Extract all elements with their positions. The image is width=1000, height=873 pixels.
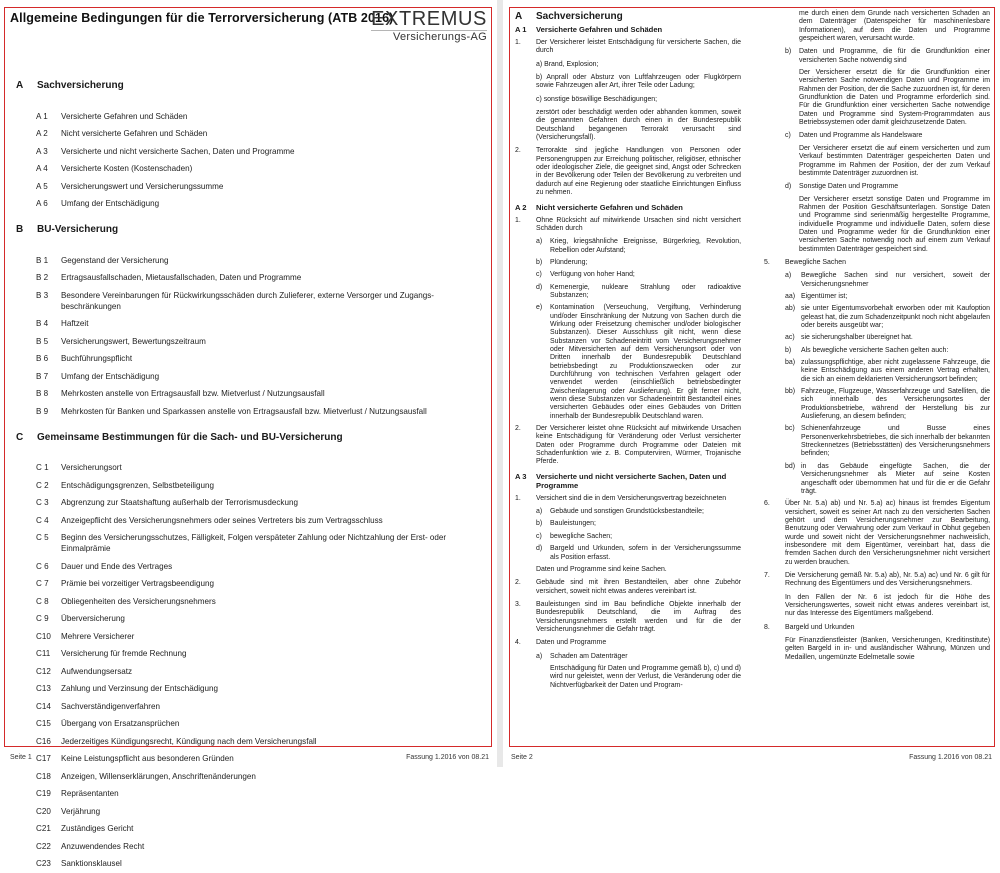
toc-item-text: Buchführungspflicht bbox=[61, 354, 133, 363]
toc-item-key: C21 bbox=[36, 824, 51, 833]
toc-item bbox=[16, 350, 486, 368]
item-marker: a) bbox=[536, 508, 543, 516]
item-marker: 7. bbox=[764, 571, 770, 579]
item-text: Daten und Programme, die für die Grundfunktion einer versicherten Sache notwendig sind bbox=[799, 48, 990, 64]
toc-item-text: Repräsentanten bbox=[61, 789, 119, 798]
text-column-left bbox=[515, 10, 741, 695]
page-1 bbox=[0, 0, 497, 868]
item-marker: 2. bbox=[515, 579, 521, 587]
toc-item-key: B 8 bbox=[36, 389, 49, 398]
toc-item-text: Dauer und Ende des Vertrages bbox=[61, 561, 173, 571]
toc-item-key: C 9 bbox=[36, 614, 49, 623]
item-text: b) Anprall oder Absturz von Luftfahrzeugen oder Flugkörpern sowie Fahrzeugen aller Art, ihrer Teile oder Ladung; bbox=[536, 74, 741, 90]
numbered-paragraph bbox=[515, 579, 741, 596]
section-gap bbox=[16, 420, 486, 432]
item-marker: e) bbox=[536, 304, 543, 312]
toc-item-text: Entschädigungsgrenzen, Selbstbeteiligung bbox=[61, 480, 214, 490]
list-item bbox=[764, 347, 990, 355]
item-marker: bc) bbox=[785, 425, 795, 433]
item-marker: 4. bbox=[515, 639, 521, 647]
item-text: Versicherte und nicht versicherte Sachen, Daten und Programme bbox=[536, 471, 727, 490]
item-text: zerstört oder beschädigt werden oder abhanden kommen, soweit die genannten Gefahren durch einen in der Bundesrepublik Deutschland begangenen Terrorakt verursacht sind (Versicherungsfall). bbox=[536, 109, 741, 142]
toc-item bbox=[16, 315, 486, 333]
list-item bbox=[764, 463, 990, 496]
paragraph bbox=[764, 196, 990, 254]
list-item bbox=[515, 304, 741, 421]
toc-item bbox=[16, 252, 486, 270]
brand-subtitle: Versicherungs-AG bbox=[371, 30, 487, 43]
item-text: Die Versicherung gemäß Nr. 5.a) ab), Nr. 5.a) ac) und Nr. 6 gilt für Rechnung des Eigentümers und des Versicherungsnehmers. bbox=[785, 571, 990, 588]
toc-item bbox=[16, 663, 486, 681]
toc-item bbox=[16, 680, 486, 698]
toc-item bbox=[16, 715, 486, 733]
item-marker: 1. bbox=[515, 216, 521, 224]
item-marker: b) bbox=[785, 346, 792, 354]
toc-item bbox=[16, 610, 486, 628]
numbered-paragraph bbox=[515, 147, 741, 197]
toc-item-key: C18 bbox=[36, 771, 51, 781]
item-marker: A 1 bbox=[515, 25, 527, 34]
numbered-paragraph bbox=[515, 495, 741, 503]
toc-item bbox=[16, 698, 486, 716]
toc-item-text: Prämie bei vorzeitiger Vertragsbeendigung bbox=[61, 579, 214, 588]
item-marker: a) bbox=[536, 238, 543, 246]
text-columns bbox=[515, 10, 989, 745]
toc-item bbox=[16, 287, 486, 316]
toc-item bbox=[16, 733, 486, 751]
paragraph bbox=[764, 145, 990, 178]
item-text: Terrorakte sind jegliche Handlungen von Personen oder Personengruppen zur Erreichung politischer, religiöser, ethnischer oder ideologischer Ziele, die geeignet sind, Angst oder Schrecken in der Bevölkerung oder Teilen der Bevölkerung zu verbreiten und dadurch auf eine Regierung oder staatliche Einrichtungen Einfluss zu nehmen. bbox=[536, 147, 741, 197]
item-text: Der Versicherer ersetzt sonstige Daten und Programme im Rahmen der Position Geschäftsunterlagen. Sonstige Daten und Programme sind serienmäßig hergestellte Programme, individuelle Programme und individuelle Daten, sofern diese Daten und Programme weder für die Grundfunktion einer versicherten Sache notwendig noch auf einem zum Verkauf bestimmten Datenträger gespeichert sind. bbox=[799, 195, 990, 253]
list-item bbox=[764, 305, 990, 330]
item-text: Ohne Rücksicht auf mitwirkende Ursachen sind nicht versichert Schäden durch bbox=[536, 216, 741, 232]
paragraph bbox=[515, 61, 741, 69]
toc-item-text: Versicherte Kosten (Kostenschaden) bbox=[61, 164, 193, 173]
page-2 bbox=[503, 0, 1000, 767]
toc-item-key: C 4 bbox=[36, 515, 49, 525]
toc-item-key: C 2 bbox=[36, 480, 49, 490]
item-text: Daten und Programme sind keine Sachen. bbox=[536, 565, 667, 573]
item-text: Daten und Programme bbox=[536, 639, 607, 647]
paragraph bbox=[515, 665, 741, 690]
toc-item bbox=[16, 558, 486, 576]
item-marker: aa) bbox=[785, 292, 796, 300]
toc-item bbox=[16, 125, 486, 143]
item-text: bewegliche Sachen; bbox=[550, 532, 613, 540]
item-text: Bewegliche Sachen bbox=[785, 258, 846, 266]
item-text: Gebäude und sonstigen Grundstücksbestandteile; bbox=[550, 508, 704, 516]
toc-item bbox=[16, 143, 486, 161]
section-gap bbox=[16, 240, 486, 252]
section-gap bbox=[16, 96, 486, 108]
toc-item-key: C11 bbox=[36, 649, 51, 658]
toc-item-key: C20 bbox=[36, 806, 51, 816]
item-marker: bb) bbox=[785, 388, 796, 396]
list-item bbox=[515, 653, 741, 661]
list-item bbox=[764, 359, 990, 384]
paragraph bbox=[515, 74, 741, 91]
toc-item bbox=[16, 333, 486, 351]
toc-item bbox=[16, 403, 486, 421]
item-marker: 2. bbox=[515, 147, 521, 155]
document-title: Allgemeine Bedingungen für die Terrorversicherung (ATB 2016) bbox=[10, 11, 394, 25]
toc-item bbox=[16, 645, 486, 663]
item-text: Bauleistungen; bbox=[550, 520, 596, 528]
toc-item bbox=[16, 160, 486, 178]
toc-item-text: Mehrkosten anstelle von Ertragsausfall bzw. Mietverlust / Nutzungsausfall bbox=[61, 389, 325, 398]
item-marker: A 3 bbox=[515, 471, 527, 481]
toc-item bbox=[16, 855, 486, 873]
toc-item-text: Versicherungsort bbox=[61, 463, 122, 472]
list-item bbox=[515, 533, 741, 541]
toc-item bbox=[16, 628, 486, 646]
item-text: Sachversicherung bbox=[536, 11, 623, 22]
toc-item-key: C14 bbox=[36, 701, 51, 711]
toc-section-key: A bbox=[16, 80, 24, 91]
toc-item-text: Jederzeitiges Kündigungsrecht, Kündigung nach dem Versicherungsfall bbox=[61, 736, 317, 746]
toc-item-key: B 7 bbox=[36, 371, 49, 381]
toc-item bbox=[16, 838, 486, 856]
item-marker: b) bbox=[785, 48, 792, 56]
item-text: Plünderung; bbox=[550, 258, 588, 266]
toc-item-key: B 4 bbox=[36, 319, 49, 328]
toc-item-text: Zahlung und Verzinsung der Entschädigung bbox=[61, 684, 219, 693]
list-item bbox=[515, 238, 741, 255]
toc-item-key: B 9 bbox=[36, 406, 49, 416]
toc-item-text: Anzeigepflicht des Versicherungsnehmers oder seines Vertreters bis zum Vertragsschluss bbox=[61, 515, 383, 525]
item-text: Entschädigung für Daten und Programme gemäß b), c) und d) wird nur geleistet, wenn der Verlust, die Veränderung oder die Nichtverfügbarkeit der Daten und Program- bbox=[550, 664, 741, 689]
toc-item-key: B 1 bbox=[36, 255, 49, 265]
item-text: Versichert sind die in dem Versicherungsvertrag bezeichneten bbox=[536, 494, 727, 502]
toc-item-text: Mehrkosten für Banken und Sparkassen anstelle von Ertragsausfall bzw. Mietverlust / Nutzungsausfall bbox=[61, 406, 427, 416]
item-text: a) Brand, Explosion; bbox=[536, 60, 599, 68]
toc-item-key: C13 bbox=[36, 684, 51, 693]
subsection-heading bbox=[515, 472, 741, 490]
item-marker: 5. bbox=[764, 258, 770, 266]
item-marker: ba) bbox=[785, 359, 796, 367]
item-text: In den Fällen der Nr. 6 ist jedoch für die Höhe des Versicherungswertes, soweit nicht etwas anderes vereinbart ist, nur das Interesse des Eigentümers maßgebend. bbox=[785, 593, 990, 618]
toc-section-title: Gemeinsame Bestimmungen für die Sach- und BU-Versicherung bbox=[37, 431, 343, 443]
brand-name: EXTREMUS bbox=[371, 8, 487, 30]
paragraph bbox=[515, 96, 741, 104]
toc-item-text: Aufwendungsersatz bbox=[61, 666, 133, 676]
toc-item-key: B 3 bbox=[36, 290, 49, 300]
numbered-paragraph bbox=[515, 601, 741, 634]
numbered-paragraph bbox=[764, 259, 990, 267]
item-text: Bewegliche Sachen sind nur versichert, soweit der Versicherungsnehmer bbox=[801, 272, 990, 288]
toc-item-key: C22 bbox=[36, 841, 51, 851]
item-marker: b) bbox=[536, 258, 543, 266]
toc-item-key: A 1 bbox=[36, 111, 48, 121]
item-marker: c) bbox=[536, 271, 542, 279]
toc-item-text: Umfang der Entschädigung bbox=[61, 371, 160, 381]
section-gap bbox=[16, 448, 486, 460]
toc-section-key: C bbox=[16, 431, 24, 443]
item-marker: 6. bbox=[764, 500, 770, 508]
toc-item-text: Versicherte Gefahren und Schäden bbox=[61, 111, 188, 121]
paragraph bbox=[515, 566, 741, 574]
toc-item-text: Versicherungswert und Versicherungssumme bbox=[61, 181, 224, 191]
item-text: Für Finanzdienstleister (Banken, Versicherungen, Kreditinstitute) gelten Bargeld in in- und ausländischer Währung, Münzen und Medaillen, ungemünzte Edelmetalle sowie bbox=[785, 637, 990, 661]
toc-item bbox=[16, 195, 486, 213]
version-label: Fassung 1.2016 von 08.21 bbox=[909, 754, 992, 761]
item-text: me durch einen dem Grunde nach versicherten Schaden an dem Datenträger (Datenspeicher für maschinenlesbare Informationen), auf dem die Daten und Programme gespeichert waren, verursacht wurde. bbox=[799, 10, 990, 43]
item-text: Bauleistungen sind im Bau befindliche Objekte innerhalb der Bundesrepublik Deutschland, die im Auftrag des Versicherungsnehmers erstellt werden und für die der Versicherungsnehmer die Gefahr trägt. bbox=[536, 600, 741, 633]
toc-item-text: Keine Leistungspflicht aus besonderen Gründen bbox=[61, 754, 234, 763]
item-text: Als bewegliche versicherte Sachen gelten auch: bbox=[801, 346, 949, 354]
item-marker: 1. bbox=[515, 494, 521, 502]
list-item bbox=[764, 132, 990, 140]
item-marker: d) bbox=[785, 183, 792, 191]
toc-item-key: B 6 bbox=[36, 354, 49, 363]
list-item bbox=[764, 334, 990, 342]
toc-item-key: C 8 bbox=[36, 596, 49, 606]
item-marker: d) bbox=[536, 545, 543, 553]
paragraph bbox=[764, 69, 990, 127]
item-marker: 8. bbox=[764, 623, 770, 631]
item-text: Schaden am Datenträger bbox=[550, 652, 628, 660]
toc-item-text: Beginn des Versicherungsschutzes, Fälligkeit, Folgen verspäteter Zahlung oder Nichtzahlung der Erst- oder Einmalprämie bbox=[61, 533, 447, 553]
toc-item-key: A 2 bbox=[36, 129, 48, 138]
toc-item-key: C15 bbox=[36, 719, 51, 728]
text-column-right bbox=[764, 10, 990, 667]
item-marker: 2. bbox=[515, 425, 521, 433]
toc-item-key: C 7 bbox=[36, 579, 49, 588]
toc-section-key: B bbox=[16, 224, 24, 235]
toc-item bbox=[16, 477, 486, 495]
list-item bbox=[764, 48, 990, 65]
toc-item bbox=[16, 178, 486, 196]
item-text: sie unter Eigentumsvorbehalt erworben oder mit Kaufoption geleast hat, die zum Schadenzeitpunkt noch nicht abgelaufen oder bereits ausgeübt war; bbox=[801, 305, 990, 329]
toc-item bbox=[16, 494, 486, 512]
item-text: Kernenergie, nukleare Strahlung oder radioaktive Substanzen; bbox=[550, 283, 741, 299]
toc-item-text: Überversicherung bbox=[61, 614, 125, 623]
item-marker: d) bbox=[536, 283, 543, 291]
numbered-paragraph bbox=[764, 624, 990, 632]
item-text: sie sicherungshalber übereignet hat. bbox=[801, 334, 913, 342]
toc-item-key: C 6 bbox=[36, 561, 49, 571]
numbered-paragraph bbox=[515, 639, 741, 647]
item-text: Fahrzeuge, Flugzeuge, Wasserfahrzeuge und Satelliten, die sich innerhalb des Versicherungsortes der Produktionsbetriebe, während der Herstellung bis zur Auslieferung, an diesem befinden; bbox=[801, 388, 990, 421]
toc-item-key: C19 bbox=[36, 789, 51, 798]
item-text: Kontamination (Verseuchung, Vergiftung, Verhinderung und/oder Einschränkung der Nutzung von Sachen durch die Wirkung oder Freisetzung chemischer und/oder biologischer Substanzen). Dieser Ausschluss gilt nicht, wenn diese Substanzen vor Schadeneintritt vom Versicherungsnehmer oder Mitversicherten auf dem Versicherungsort oder von Dritten innerhalb der Bundesrepublik Deutschland betriebsbedingt zu Produktionszwecken oder zur Durchführung von technischen Verfahren gelagert oder verwendet werden (einschließlich betriebsbedingter Zwischenlagerung oder Auslieferung). Er gilt ferner nicht, wenn diese Substanzen vor Schadeneintritt Bestandteil eines versicherten Gebäudes oder eines Gebäudes von Dritten innerhalb der Bundesrepublik Deutschland waren. bbox=[550, 304, 741, 420]
toc-item bbox=[16, 575, 486, 593]
brand-logo bbox=[371, 9, 487, 43]
list-item bbox=[764, 272, 990, 289]
toc-item bbox=[16, 512, 486, 530]
toc-item-key: C17 bbox=[36, 754, 51, 763]
toc-item bbox=[16, 785, 486, 803]
item-text: Daten und Programme als Handelsware bbox=[799, 132, 923, 140]
item-text: Gebäude sind mit ihren Bestandteilen, aber ohne Zubehör versichert, soweit nicht etwas anderes vereinbart ist. bbox=[536, 579, 741, 595]
numbered-paragraph bbox=[515, 425, 741, 467]
page-number: Seite 2 bbox=[511, 754, 533, 761]
item-text: Über Nr. 5.a) ab) und Nr. 5.a) ac) hinaus ist fremdes Eigentum versichert, soweit es seiner Art nach zu den versicherten Sachen gehört und dem Versicherungsnehmer zur Bearbeitung, Benutzung oder Verwahrung oder zum Verkauf in Obhut gegeben wurde und soweit nicht der Versicherungsnehmer nachweislich, insbesondere mit dem Eigentümer, vereinbart hat, dass die fremden Sachen durch den Versicherungsnehmer nicht versichert zu werden brauchen. bbox=[785, 500, 990, 566]
toc-item-text: Anzeigen, Willenserklärungen, Anschriftenänderungen bbox=[61, 771, 256, 781]
item-marker: c) bbox=[785, 132, 791, 140]
item-marker: bd) bbox=[785, 462, 796, 470]
toc-item-text: Obliegenheiten des Versicherungsnehmers bbox=[61, 596, 216, 606]
item-marker: b) bbox=[536, 520, 543, 528]
item-text: Der Versicherer ersetzt die für die Grundfunktion einer versicherten Sache notwendigen Daten und Programme im Rahmen der Position, der die Sache zuzuordnen ist, für deren Grundfunktion die Daten und Programme erforderlich sind. Für die Grundfunktion einer versicherten Sache notwendige Daten und Programme sind System-Programmdaten aus Betriebssystemen oder damit gleichzusetzende Daten. bbox=[799, 69, 990, 127]
toc-section-heading bbox=[16, 432, 486, 448]
toc-item-text: Zuständiges Gericht bbox=[61, 824, 134, 833]
toc-item-key: C10 bbox=[36, 631, 51, 641]
numbered-paragraph bbox=[515, 217, 741, 234]
item-text: Der Versicherer leistet ohne Rücksicht auf mitwirkende Ursachen keine Entschädigung für Veränderung oder Verlust versicherter Daten oder Programme durch Programme oder Dateien mit Schadenfunktion wie z. B. Computerviren, Würmer, Trojanische Pferde. bbox=[536, 425, 741, 466]
toc-item-text: Besondere Vereinbarungen für Rückwirkungsschäden durch Zulieferer, externe Versorger und Zugangs-beschränkungen bbox=[61, 290, 434, 311]
toc-section-title: Sachversicherung bbox=[37, 80, 124, 91]
item-marker: A 2 bbox=[515, 202, 527, 212]
toc-item-text: Ertragsausfallschaden, Mietausfallschaden, Daten und Programme bbox=[61, 273, 302, 282]
list-item bbox=[764, 425, 990, 458]
item-marker: A bbox=[515, 11, 523, 22]
list-item bbox=[764, 293, 990, 301]
version-label: Fassung 1.2016 von 08.21 bbox=[406, 754, 489, 761]
toc-item-key: C16 bbox=[36, 736, 51, 746]
toc-item-key: C12 bbox=[36, 666, 51, 676]
toc-item-key: A 4 bbox=[36, 164, 48, 173]
toc-item bbox=[16, 593, 486, 611]
toc-item bbox=[16, 108, 486, 126]
toc-item-key: C 3 bbox=[36, 498, 49, 507]
toc-item bbox=[16, 269, 486, 287]
toc-item-text: Abgrenzung zur Staatshaftung außerhalb der Terrorismusdeckung bbox=[61, 498, 298, 507]
item-text: Der Versicherer leistet Entschädigung für versicherte Sachen, die durch bbox=[536, 39, 741, 55]
paragraph bbox=[515, 109, 741, 142]
list-item bbox=[764, 183, 990, 191]
item-marker: a) bbox=[536, 652, 543, 660]
page-number: Seite 1 bbox=[10, 754, 32, 761]
section-gap bbox=[16, 213, 486, 225]
toc-item-text: Versicherung für fremde Rechnung bbox=[61, 649, 187, 658]
toc-item-text: Übergang von Ersatzansprüchen bbox=[61, 719, 180, 728]
toc-item bbox=[16, 768, 486, 786]
item-text: Bargeld und Urkunden bbox=[785, 623, 855, 631]
item-text: Sonstige Daten und Programme bbox=[799, 183, 899, 191]
numbered-paragraph bbox=[515, 39, 741, 56]
toc-section-heading bbox=[16, 224, 486, 240]
toc-item-text: Anzuwendendes Recht bbox=[61, 841, 145, 851]
toc-item-text: Versicherte und nicht versicherte Sachen, Daten und Programme bbox=[61, 146, 295, 156]
toc-item-key: C 5 bbox=[36, 533, 49, 542]
toc-item-text: Sachverständigenverfahren bbox=[61, 701, 160, 711]
paragraph bbox=[764, 10, 990, 43]
item-text: c) sonstige böswillige Beschädigungen; bbox=[536, 95, 658, 103]
list-item bbox=[764, 388, 990, 421]
toc-item bbox=[16, 820, 486, 838]
item-marker: c) bbox=[536, 532, 542, 540]
paragraph bbox=[764, 637, 990, 662]
subsection-heading bbox=[515, 25, 741, 34]
toc-item bbox=[16, 529, 486, 558]
item-text: Nicht versicherte Gefahren und Schäden bbox=[536, 202, 683, 212]
toc-item bbox=[16, 368, 486, 386]
toc-item-key: C23 bbox=[36, 859, 51, 868]
list-item bbox=[515, 271, 741, 279]
toc-item bbox=[16, 385, 486, 403]
toc-item-text: Nicht versicherte Gefahren und Schäden bbox=[61, 129, 208, 138]
subsection-heading bbox=[515, 203, 741, 212]
item-text: zulassungspflichtige, aber nicht zugelassene Fahrzeuge, die keine Entschädigung aus einem anderen Vertrag erhalten, die sich an einem deklarierten Versicherungsort befinden; bbox=[801, 359, 990, 383]
item-marker: 1. bbox=[515, 39, 521, 46]
numbered-paragraph bbox=[764, 500, 990, 567]
toc-item-text: Versicherungswert, Bewertungszeitraum bbox=[61, 336, 206, 346]
item-text: Der Versicherer ersetzt die auf einem versicherten und zum Verkauf bestimmten Datenträger gespeicherten Daten und Programme im Rahmen der Position, der der zum Verkauf bestimmte Datenträger zuzuordnen ist. bbox=[799, 144, 990, 177]
section-heading bbox=[515, 10, 741, 23]
toc-item bbox=[16, 459, 486, 477]
item-text: Versicherte Gefahren und Schäden bbox=[536, 25, 663, 34]
list-item bbox=[515, 508, 741, 516]
toc-item-key: A 6 bbox=[36, 199, 48, 208]
toc-item-key: B 2 bbox=[36, 273, 49, 282]
toc-item-key: A 3 bbox=[36, 146, 48, 156]
toc-item-text: Mehrere Versicherer bbox=[61, 631, 135, 641]
toc-item-text: Gegenstand der Versicherung bbox=[61, 255, 169, 265]
item-text: Schienenfahrzeuge und Busse eines Personenverkehrsbetriebes, die sich innerhalb der bekannten Streckennetzes (Betriebsstätten) des Versicherungsnehmers befinden; bbox=[801, 425, 990, 458]
toc-item-key: B 5 bbox=[36, 336, 49, 346]
list-item bbox=[515, 545, 741, 562]
item-marker: ac) bbox=[785, 334, 795, 342]
toc-item-text: Haftzeit bbox=[61, 319, 89, 328]
toc-item bbox=[16, 803, 486, 821]
item-marker: 3. bbox=[515, 600, 521, 608]
item-text: Bargeld und Urkunden, sofern in der Versicherungssumme als Position erfasst. bbox=[550, 545, 741, 561]
toc-item-text: Sanktionsklausel bbox=[61, 859, 122, 868]
item-text: Eigentümer ist; bbox=[801, 292, 848, 300]
list-item bbox=[515, 284, 741, 301]
item-marker: ab) bbox=[785, 305, 796, 313]
numbered-paragraph bbox=[764, 572, 990, 589]
toc-section-heading bbox=[16, 80, 486, 96]
list-item bbox=[515, 520, 741, 528]
item-text: Verfügung von hoher Hand; bbox=[550, 271, 635, 279]
item-marker: a) bbox=[785, 272, 792, 280]
list-item bbox=[515, 259, 741, 267]
toc-item-text: Umfang der Entschädigung bbox=[61, 199, 160, 208]
toc-item-key: C 1 bbox=[36, 463, 49, 472]
toc-section-title: BU-Versicherung bbox=[37, 224, 119, 235]
paragraph bbox=[764, 594, 990, 619]
toc-item-key: A 5 bbox=[36, 181, 48, 191]
toc-item-text: Verjährung bbox=[61, 806, 101, 816]
item-text: in das Gebäude eingefügte Sachen, die der Versicherungsnehmer als Mieter auf seine Kosten angeschafft oder übernommen hat und für die er die Gefahr trägt. bbox=[801, 462, 990, 495]
item-text: Krieg, kriegsähnliche Ereignisse, Bürgerkrieg, Revolution, Rebellion oder Aufstand; bbox=[550, 238, 741, 254]
